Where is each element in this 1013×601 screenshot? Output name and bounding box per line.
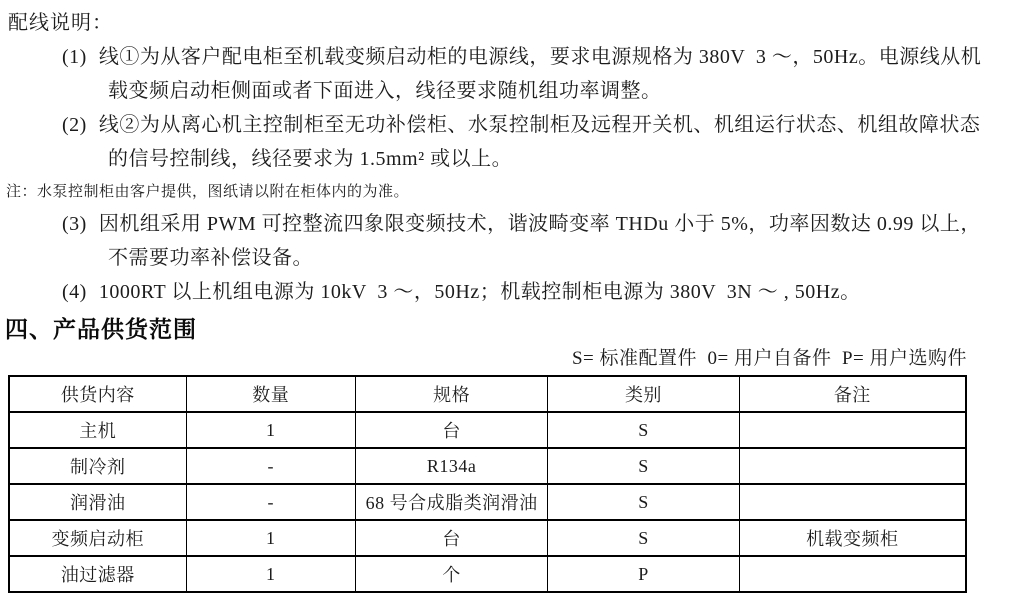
item-text: 线②为从离心机主控制柜至无功补偿柜、水泵控制柜及远程开关机、机组运行状态、机组故障状态的信号控制线，线径要求为 1.5mm² 或以上。 (98, 114, 981, 170)
table-row (9, 520, 966, 556)
wiring-item-3 (8, 207, 988, 275)
cell-remark (739, 484, 966, 520)
cell-quantity: 1 (186, 520, 355, 556)
wiring-item-2 (8, 108, 988, 176)
cell-remark (739, 448, 966, 484)
cell-content: 制冷剂 (9, 448, 186, 484)
cell-content: 变频启动柜 (9, 520, 186, 556)
header-cell-content: 供货内容 (9, 376, 186, 412)
cell-content: 润滑油 (9, 484, 186, 520)
category-legend: S= 标准配置件 0= 用户自备件 P= 用户选购件 (571, 348, 967, 369)
cell-content: 主机 (9, 412, 186, 448)
pump-cabinet-note: 注：水泵控制柜由客户提供，图纸请以附在柜体内的为准。 (6, 184, 410, 200)
item-text: 1000RT 以上机组电源为 10kV 3 ～，50Hz；机载控制柜电源为 380V 3N ～ , 50Hz。 (98, 281, 861, 303)
table-row (9, 448, 966, 484)
item-text: 因机组采用 PWM 可控整流四象限变频技术，谐波畸变率 THDu 小于 5%，功率因数达 0.99 以上，不需要功率补偿设备。 (98, 213, 981, 269)
table-row (9, 556, 966, 592)
cell-spec: 个 (355, 556, 547, 592)
item-number: (2) (62, 114, 87, 136)
wiring-notes-title: 配线说明： (8, 12, 113, 34)
cell-spec: 台 (355, 412, 547, 448)
header-cell-remark: 备注 (739, 376, 966, 412)
item-number: (4) (62, 281, 87, 303)
supply-scope-table (8, 375, 967, 593)
item-text: 线①为从客户配电柜至机载变频启动柜的电源线，要求电源规格为 380V 3 ～，50Hz。电源线从机载变频启动柜侧面或者下面进入，线径要求随机组功率调整。 (98, 46, 982, 102)
header-cell-spec: 规格 (355, 376, 547, 412)
cell-remark: 机载变频柜 (739, 520, 966, 556)
header-cell-category: 类别 (548, 376, 739, 412)
cell-quantity: 1 (186, 412, 355, 448)
cell-remark (739, 556, 966, 592)
cell-category: S (548, 448, 739, 484)
table-header-row (9, 376, 966, 412)
item-number: (3) (62, 213, 87, 235)
section-heading-supply-scope: 四、产品供货范围 (5, 316, 197, 342)
item-number: (1) (62, 46, 87, 68)
cell-spec: 台 (355, 520, 547, 556)
cell-category: S (548, 412, 739, 448)
table-row (9, 412, 966, 448)
cell-content: 油过滤器 (9, 556, 186, 592)
cell-spec: R134a (355, 448, 547, 484)
cell-quantity: 1 (186, 556, 355, 592)
cell-remark (739, 412, 966, 448)
wiring-item-4 (8, 275, 988, 309)
cell-spec: 68 号合成脂类润滑油 (355, 484, 547, 520)
cell-category: S (548, 484, 739, 520)
cell-quantity: - (186, 484, 355, 520)
cell-category: S (548, 520, 739, 556)
wiring-item-1 (8, 40, 988, 108)
cell-quantity: - (186, 448, 355, 484)
table-row (9, 484, 966, 520)
header-cell-quantity: 数量 (186, 376, 355, 412)
cell-category: P (548, 556, 739, 592)
